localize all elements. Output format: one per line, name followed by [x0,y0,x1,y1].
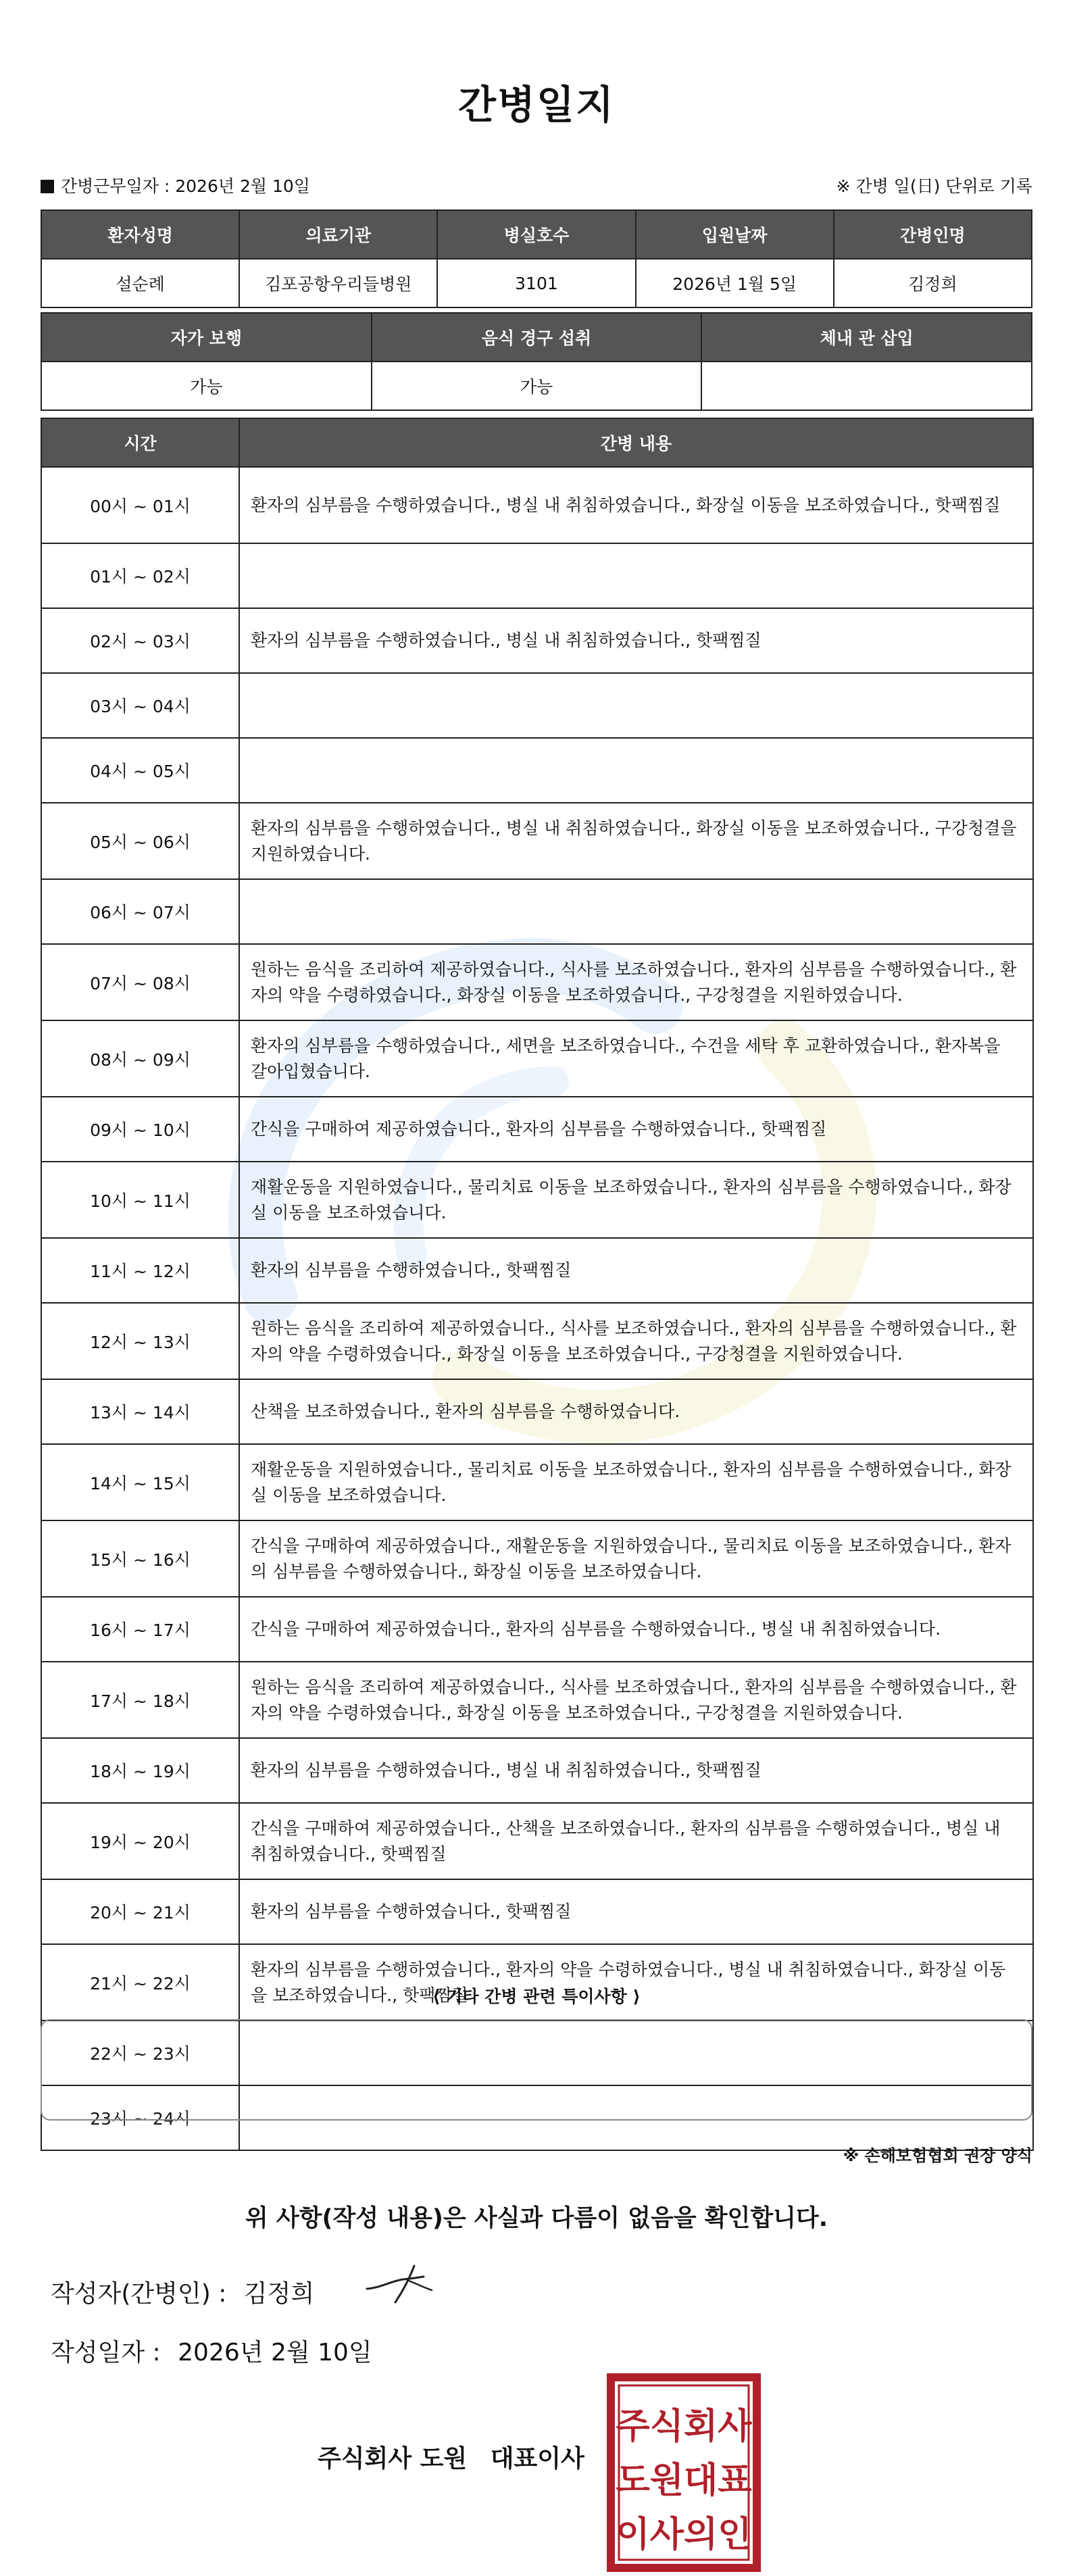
oral-intake-value: 가능 [372,362,702,410]
table-row [41,673,1033,738]
content-cell: 재활운동을 지원하였습니다., 물리치료 이동을 보조하였습니다., 환자의 심부름을 수행하였습니다., 화장실 이동을 보조하였습니다. [239,1444,1033,1520]
content-cell: 원하는 음식을 조리하여 제공하였습니다., 식사를 보조하였습니다., 환자의 심부름을 수행하였습니다., 환자의 약을 수령하였습니다., 화장실 이동을 보조하였습니다., 구강청결을 지원하였습니다. [239,944,1033,1020]
header-self-walking: 자가 보행 [41,313,372,362]
author-name: 김정희 [243,2280,315,2308]
table-row [41,803,1033,879]
time-cell: 19시 ~ 20시 [41,1803,239,1879]
square-bullet-icon [41,180,54,193]
table-row [41,1303,1033,1379]
time-cell: 04시 ~ 05시 [41,738,239,803]
content-cell: 간식을 구매하여 제공하였습니다., 재활운동을 지원하였습니다., 물리치료 이동을 보조하였습니다., 환자의 심부름을 수행하였습니다., 화장실 이동을 보조하였습니다. [239,1520,1033,1597]
table-row [41,1944,1033,2021]
time-cell: 03시 ~ 04시 [41,673,239,738]
table-row [41,608,1033,673]
content-cell: 환자의 심부름을 수행하였습니다., 병실 내 취침하였습니다., 핫팩찜질 [239,608,1033,673]
table-row [41,944,1033,1020]
company-seal [607,2373,761,2572]
author-label: 작성자(간병인) : [51,2280,227,2308]
time-cell: 02시 ~ 03시 [41,608,239,673]
patient-info-header-row [41,210,1032,259]
confirmation-statement: 위 사항(작성 내용)은 사실과 다름이 없음을 확인합니다. [245,2205,828,2232]
table-row [41,1879,1033,1944]
time-cell: 18시 ~ 19시 [41,1738,239,1803]
self-walking-value: 가능 [41,362,372,410]
header-admission-date: 입원날짜 [636,210,834,259]
header-oral-intake: 음식 경구 섭취 [372,313,702,362]
time-cell: 21시 ~ 22시 [41,1944,239,2021]
content-cell: 원하는 음식을 조리하여 제공하였습니다., 식사를 보조하였습니다., 환자의 심부름을 수행하였습니다., 환자의 약을 수령하였습니다., 화장실 이동을 보조하였습니다., 구강청결을 지원하였습니다. [239,1662,1033,1738]
time-cell: 09시 ~ 10시 [41,1097,239,1162]
table-row [41,1379,1033,1444]
table-row [41,1444,1033,1520]
time-cell: 17시 ~ 18시 [41,1662,239,1738]
header-room-number: 병실호수 [437,210,635,259]
table-row [41,1520,1033,1597]
care-status-value-row [41,362,1032,410]
content-cell: 환자의 심부름을 수행하였습니다., 핫팩찜질 [239,1879,1033,1944]
patient-info-value-row [41,259,1032,307]
table-row [41,1020,1033,1097]
content-cell: 간식을 구매하여 제공하였습니다., 환자의 심부름을 수행하였습니다., 병실 내 취침하였습니다. [239,1597,1033,1662]
time-cell: 01시 ~ 02시 [41,543,239,608]
header-hospital: 의료기관 [239,210,437,259]
content-cell: 환자의 심부름을 수행하였습니다., 병실 내 취침하였습니다., 화장실 이동을 보조하였습니다., 핫팩찜질 [239,467,1033,543]
care-log-table [41,418,1034,2151]
caregiver-name: 김정희 [834,259,1032,307]
room-number: 3101 [437,259,635,307]
time-cell: 08시 ~ 09시 [41,1020,239,1097]
time-cell: 20시 ~ 21시 [41,1879,239,1944]
content-cell: 산책을 보조하였습니다., 환자의 심부름을 수행하였습니다. [239,1379,1033,1444]
header-caregiver-name: 간병인명 [834,210,1032,259]
unit-note: ※ 간병 일(日) 단위로 기록 [836,176,1032,196]
work-date-value: 2026년 2월 10일 [175,176,310,196]
content-cell [239,879,1033,944]
time-cell: 07시 ~ 08시 [41,944,239,1020]
table-row [41,1738,1033,1803]
company-name: 주식회사 도원 [318,2445,468,2473]
table-row [41,543,1033,608]
content-cell: 환자의 심부름을 수행하였습니다., 환자의 약을 수령하였습니다., 병실 내 취침하였습니다., 화장실 이동을 보조하였습니다., 핫팩찜질 [239,1944,1033,2021]
content-cell: 환자의 심부름을 수행하였습니다., 병실 내 취침하였습니다., 화장실 이동을 보조하였습니다., 구강청결을 지원하였습니다. [239,803,1033,879]
table-row [41,1662,1033,1738]
table-row [41,1803,1033,1879]
hospital-name: 김포공항우리들병원 [239,259,437,307]
time-cell: 00시 ~ 01시 [41,467,239,543]
content-cell: 환자의 심부름을 수행하였습니다., 세면을 보조하였습니다., 수건을 세탁 후 교환하였습니다., 환자복을 갈아입혔습니다. [239,1020,1033,1097]
content-cell: 간식을 구매하여 제공하였습니다., 산책을 보조하였습니다., 환자의 심부름을 수행하였습니다., 병실 내 취침하였습니다., 핫팩찜질 [239,1803,1033,1879]
author-line [51,2275,314,2309]
content-cell: 환자의 심부름을 수행하였습니다., 핫팩찜질 [239,1238,1033,1303]
table-row [41,1097,1033,1162]
time-cell: 14시 ~ 15시 [41,1444,239,1520]
company-line [318,2439,584,2474]
content-cell: 재활운동을 지원하였습니다., 물리치료 이동을 보조하였습니다., 환자의 심부름을 수행하였습니다., 화장실 이동을 보조하였습니다. [239,1162,1033,1238]
document-title: 간병일지 [457,82,616,128]
time-cell: 05시 ~ 06시 [41,803,239,879]
seal-line-3: 이사의인 [616,2515,752,2555]
table-row [41,738,1033,803]
time-cell: 16시 ~ 17시 [41,1597,239,1662]
handwritten-signature [361,2260,443,2308]
header-time: 시간 [41,418,239,467]
seal-line-2: 도원대표 [616,2460,752,2501]
time-cell: 15시 ~ 16시 [41,1520,239,1597]
time-cell: 12시 ~ 13시 [41,1303,239,1379]
header-tube-insertion: 체내 관 삽입 [701,313,1032,362]
written-date-label: 작성일자 : [51,2339,161,2367]
time-cell: 06시 ~ 07시 [41,879,239,944]
remarks-title: ⟨ 기타 간병 관련 특이사항 ⟩ [432,1987,641,2006]
time-cell: 13시 ~ 14시 [41,1379,239,1444]
table-row [41,1162,1033,1238]
tube-insertion-value [701,362,1032,410]
care-status-table [41,312,1032,411]
content-cell: 환자의 심부름을 수행하였습니다., 병실 내 취침하였습니다., 핫팩찜질 [239,1738,1033,1803]
time-cell: 11시 ~ 12시 [41,1238,239,1303]
care-status-header-row [41,313,1032,362]
content-cell [239,543,1033,608]
table-row [41,1597,1033,1662]
remarks-box [41,2019,1032,2121]
table-row [41,879,1033,944]
table-row [41,467,1033,543]
form-footnote: ※ 손해보험협회 권장 양식 [843,2146,1032,2165]
content-cell [239,738,1033,803]
company-title: 대표이사 [490,2445,584,2473]
work-date-label: 간병근무일자 [61,176,159,196]
work-date-separator: : [164,176,170,196]
content-cell [239,673,1033,738]
written-date-value: 2026년 2월 10일 [178,2339,372,2367]
care-log-header-row [41,418,1033,467]
header-patient-name: 환자성명 [41,210,239,259]
time-cell: 22시 ~ 23시 [41,2021,239,2085]
time-cell: 23시 ~ 24시 [41,2085,239,2150]
work-date [41,173,310,197]
content-cell: 원하는 음식을 조리하여 제공하였습니다., 식사를 보조하였습니다., 환자의 심부름을 수행하였습니다., 환자의 약을 수령하였습니다., 화장실 이동을 보조하였습니다., 구강청결을 지원하였습니다. [239,1303,1033,1379]
header-care-content: 간병 내용 [239,418,1033,467]
admission-date: 2026년 1월 5일 [636,259,834,307]
patient-name: 설순례 [41,259,239,307]
content-cell: 간식을 구매하여 제공하였습니다., 환자의 심부름을 수행하였습니다., 핫팩찜질 [239,1097,1033,1162]
table-row [41,1238,1033,1303]
written-date-line [51,2333,372,2368]
seal-line-1: 주식회사 [616,2406,752,2447]
patient-info-table [41,209,1032,308]
time-cell: 10시 ~ 11시 [41,1162,239,1238]
